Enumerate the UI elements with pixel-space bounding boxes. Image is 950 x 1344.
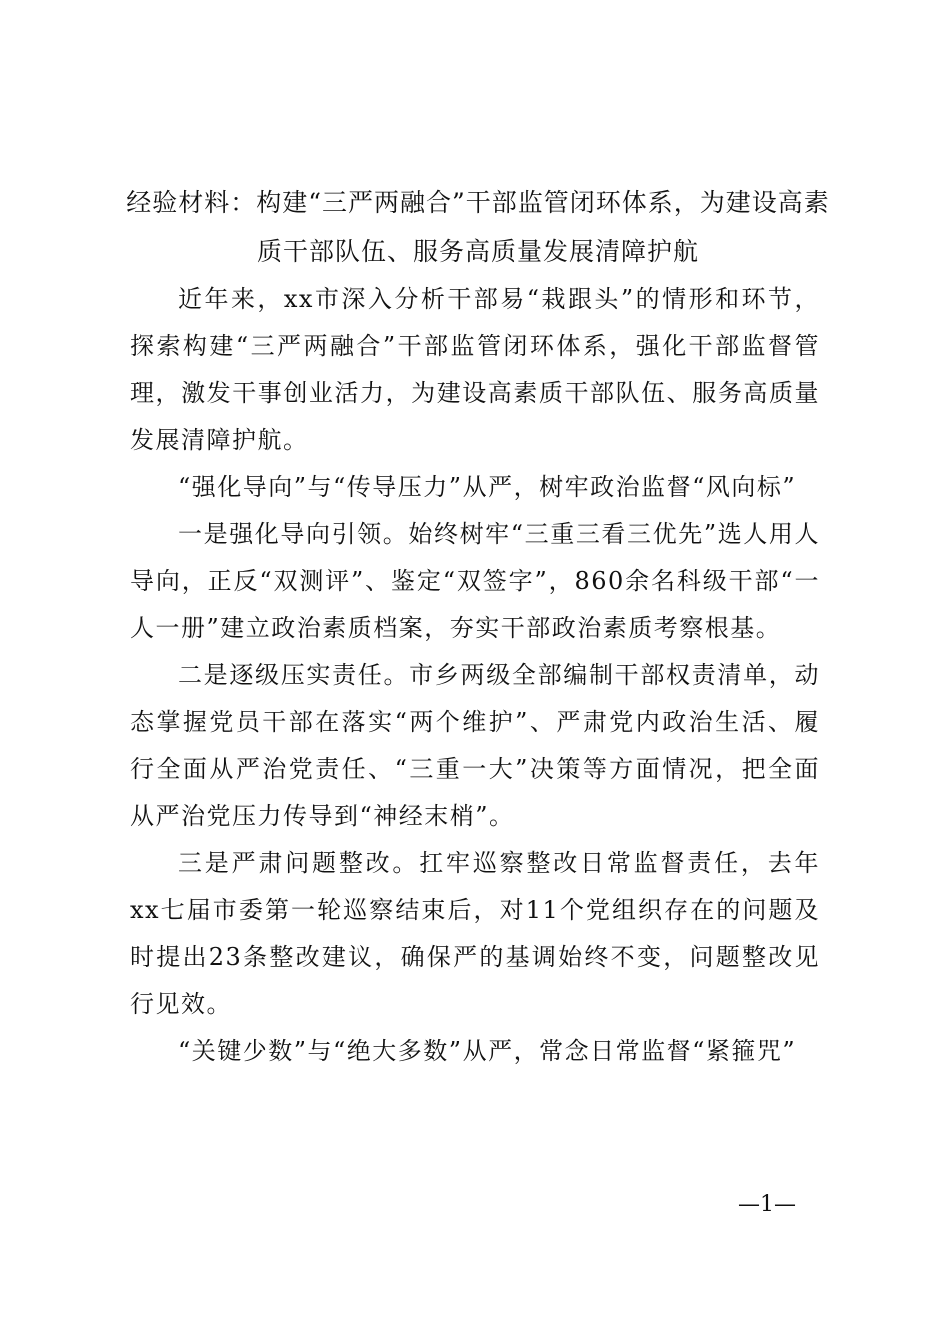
section-heading-1: “强化导向”与“传导压力”从严，树牢政治监督“风向标”: [178, 473, 797, 501]
paragraph-point-3: 三是严肃问题整改。扛牢巡察整改日常监督责任，去年xx七届市委第一轮巡察结束后，对11个党组织存在的问题及时提出23条整改建议，确保严的基调始终不变，问题整改见行见效。: [130, 849, 820, 1018]
document-title: 经验材料：构建“三严两融合”干部监管闭环体系，为建设高素质干部队伍、服务高质量发展清障护航: [126, 188, 830, 266]
paragraph-point-1: 一是强化导向引领。始终树牢“三重三看三优先”选人用人导向，正反“双测评”、鉴定“双签字”，860余名科级干部“一人一册”建立政治素质档案，夯实干部政治素质考察根基。: [130, 520, 820, 642]
paragraph-point-2: 二是逐级压实责任。市乡两级全部编制干部权责清单，动态掌握党员干部在落实“两个维护”、严肃党内政治生活、履行全面从严治党责任、“三重一大”决策等方面情况，把全面从严治党压力传导到“神经末梢”。: [130, 661, 820, 830]
section-heading-2: “关键少数”与“绝大多数”从严，常念日常监督“紧箍咒”: [178, 1037, 797, 1065]
paragraph-intro: 近年来，xx市深入分析干部易“栽跟头”的情形和环节，探索构建“三严两融合”干部监管闭环体系，强化干部监督管理，激发干事创业活力，为建设高素质干部队伍、服务高质量发展清障护航。: [130, 285, 820, 454]
page-number: —1—: [738, 1192, 796, 1217]
document-body: [130, 276, 820, 1075]
